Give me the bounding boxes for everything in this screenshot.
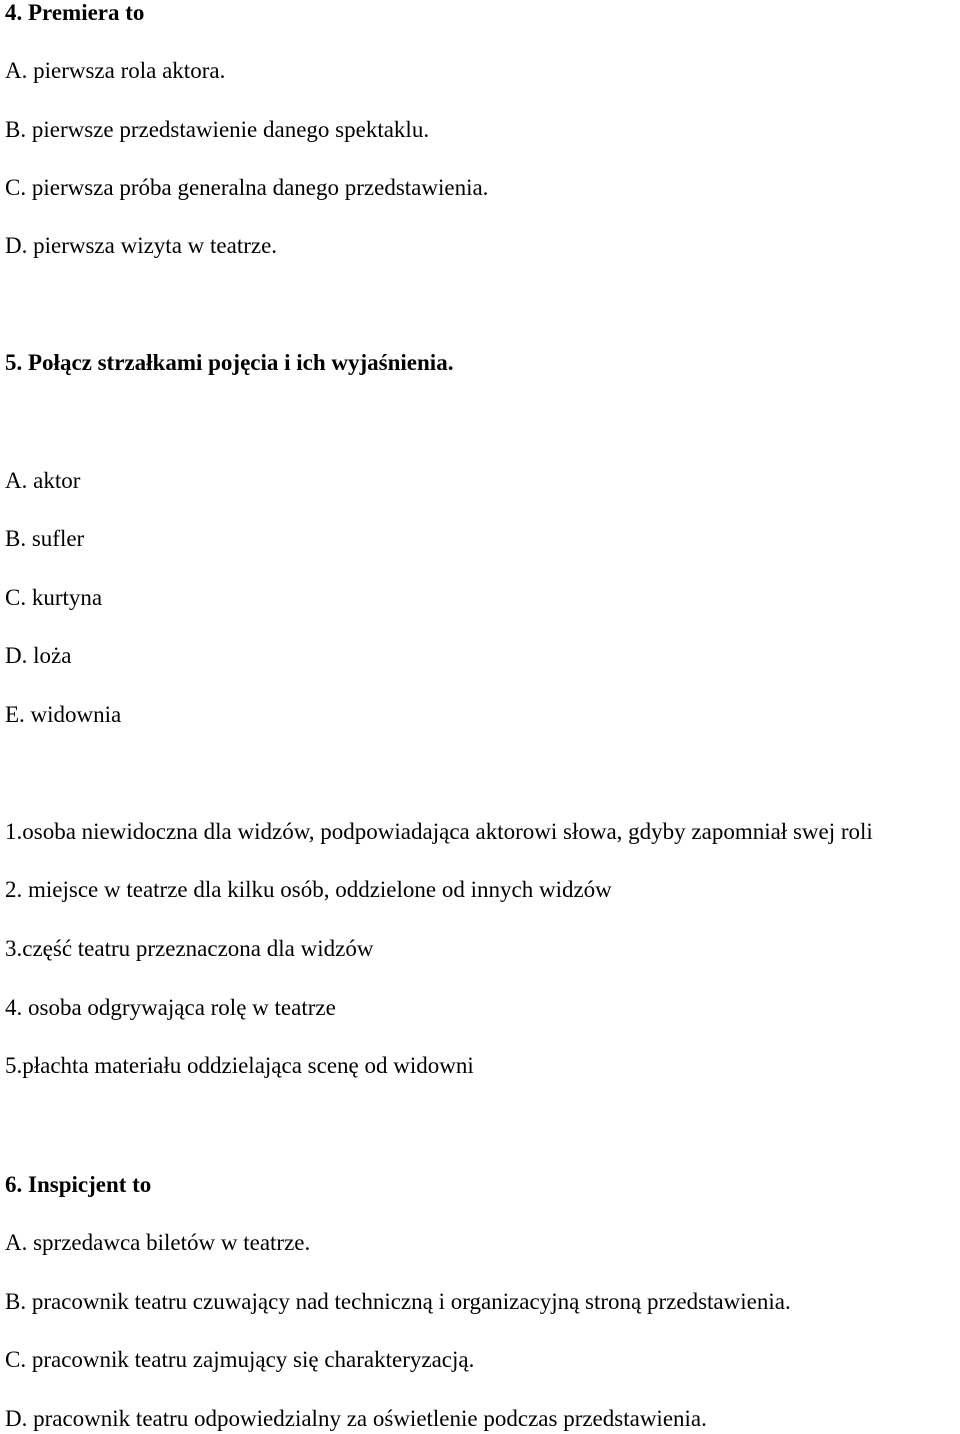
question-4-option-c: C. pierwsza próba generalna danego przedstawienia.: [5, 175, 489, 200]
question-5-definition-1: 1.osoba niewidoczna dla widzów, podpowiadająca aktorowi słowa, gdyby zapomniał swej roli: [5, 819, 873, 844]
question-5-term-c: C. kurtyna: [5, 585, 103, 610]
question-6-option-d: D. pracownik teatru odpowiedzialny za oświetlenie podczas przedstawienia.: [5, 1406, 707, 1431]
question-6-option-c: C. pracownik teatru zajmujący się charakteryzacją.: [5, 1347, 475, 1372]
question-5-term-a: A. aktor: [5, 468, 81, 493]
question-5-definition-3: 3.część teatru przeznaczona dla widzów: [5, 936, 374, 961]
question-5-term-d: D. loża: [5, 643, 72, 668]
question-4-option-a: A. pierwsza rola aktora.: [5, 58, 226, 83]
question-5-term-e: E. widownia: [5, 702, 122, 727]
question-5-definition-4: 4. osoba odgrywająca rolę w teatrze: [5, 995, 336, 1020]
question-5-heading: 5. Połącz strzałkami pojęcia i ich wyjaśnienia.: [5, 350, 454, 375]
question-6-option-b: B. pracownik teatru czuwający nad techniczną i organizacyjną stroną przedstawienia.: [5, 1289, 791, 1314]
question-6-option-a: A. sprzedawca biletów w teatrze.: [5, 1230, 311, 1255]
question-5-definition-5: 5.płachta materiału oddzielająca scenę od widowni: [5, 1053, 474, 1078]
question-4-option-b: B. pierwsze przedstawienie danego spektaklu.: [5, 117, 430, 142]
question-4-heading: 4. Premiera to: [5, 0, 145, 25]
question-4-option-d: D. pierwsza wizyta w teatrze.: [5, 233, 278, 258]
question-6-heading: 6. Inspicjent to: [5, 1172, 152, 1197]
question-5-definition-2: 2. miejsce w teatrze dla kilku osób, oddzielone od innych widzów: [5, 877, 612, 902]
question-5-term-b: B. sufler: [5, 526, 85, 551]
